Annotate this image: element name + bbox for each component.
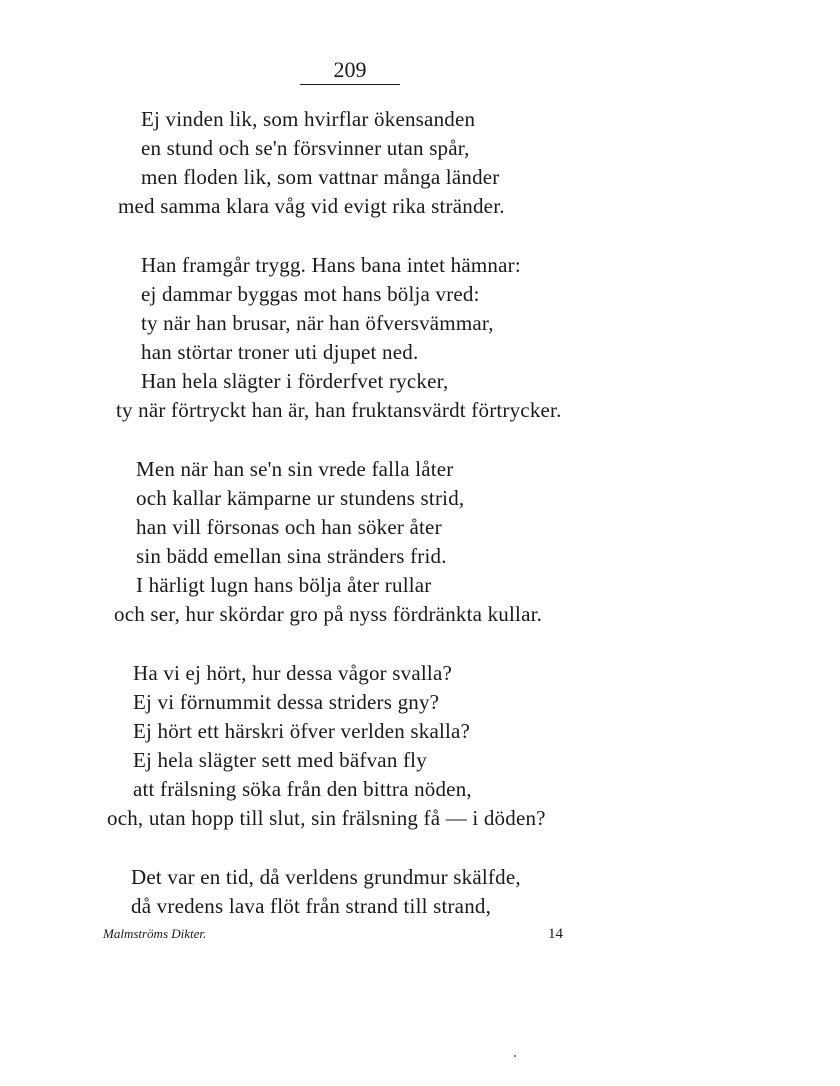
poem-line: en stund och se'n försvinner utan spår, [141,136,470,160]
poem-line: sin bädd emellan sina stränders frid. [136,544,447,568]
poem-line: ty när förtryckt han är, han fruktansvärdt förtrycker. [116,398,562,422]
poem-line: I härligt lugn hans bölja åter rullar [136,573,432,597]
poem-line: Ha vi ej hört, hur dessa vågor svalla? [133,661,453,685]
poem-line: och ser, hur skördar gro på nyss fördränkta kullar. [114,602,543,626]
poem-line: att frälsning söka från den bittra nöden, [133,777,472,801]
poem-line: Han framgår trygg. Hans bana intet hämnar: [141,253,521,277]
poem-line: då vredens lava flöt från strand till strand, [131,894,492,918]
poem-line: han vill försonas och han söker åter [136,515,442,539]
poem-line: Ej vinden lik, som hvirflar ökensanden [141,107,476,131]
poem-line: med samma klara våg vid evigt rika stränder. [118,194,505,218]
poem-line: han störtar troner uti djupet ned. [141,340,419,364]
poem-line: Ej hela slägter sett med bäfvan fly [133,748,427,772]
poem-line: men floden lik, som vattnar många länder [141,165,500,189]
poem-line: Det var en tid, då verldens grundmur skälfde, [131,865,521,889]
footer-book-title: Malmströms Dikter. [103,926,207,941]
poem-line: ej dammar byggas mot hans bölja vred: [141,282,480,306]
poem-line: Ej hört ett härskri öfver verlden skalla? [133,719,471,743]
paper-speck [514,1055,516,1057]
poem-line: och, utan hopp till slut, sin frälsning få — i döden? [107,806,546,830]
poem-line: Han hela slägter i förderfvet rycker, [141,369,449,393]
page-number: 209 [333,57,367,82]
poem-line: och kallar kämparne ur stundens strid, [136,486,465,510]
poem-line: Ej vi förnummit dessa striders gny? [133,690,440,714]
page-number-rule [300,84,400,85]
poem-line: Men när han se'n sin vrede falla låter [136,457,454,481]
poem-line: ty när han brusar, när han öfversvämmar, [141,311,494,335]
footer-signature-number: 14 [548,926,563,942]
